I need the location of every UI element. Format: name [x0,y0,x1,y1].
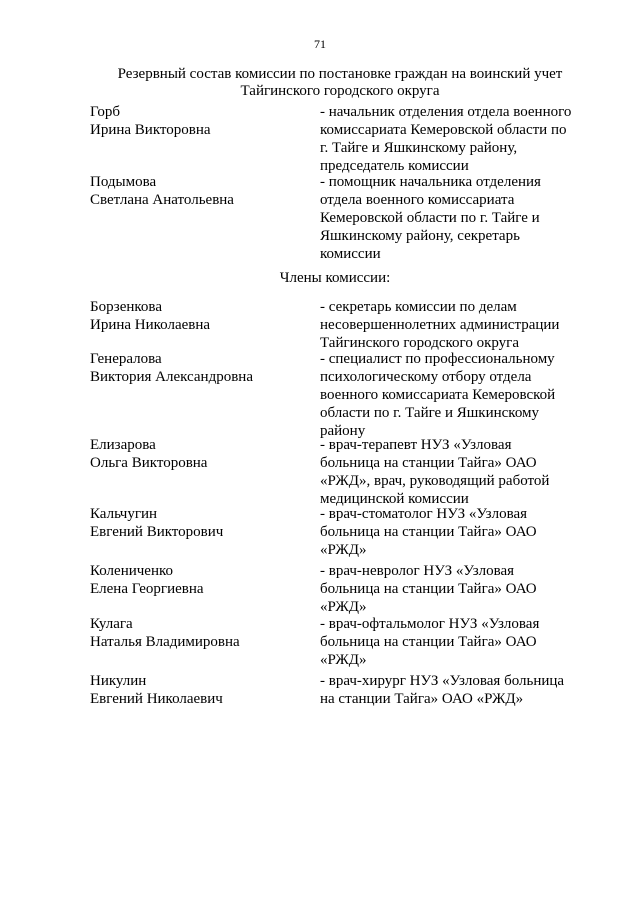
person-name [90,505,310,541]
person-surname: Борзенкова [90,299,162,315]
person-surname: Кальчугин [90,506,158,522]
role-line: отдела военного комиссариата [320,192,515,208]
person-name [90,562,310,598]
person-role [320,672,600,708]
member-entry [90,672,600,708]
person-given-name: Елена Георгиевна [90,581,204,597]
person-role [320,615,600,669]
person-role [320,350,600,440]
role-line: «РЖД», врач, руководящий работой [320,473,550,489]
person-given-name: Ольга Викторовна [90,455,208,471]
person-given-name: Ирина Викторовна [90,122,211,138]
role-line: председатель комиссии [320,158,469,174]
person-role [320,173,600,263]
person-name [90,298,310,334]
person-given-name: Евгений Викторович [90,524,224,540]
role-line: - врач-офтальмолог НУЗ «Узловая [320,616,540,632]
role-line: несовершеннолетних администрации [320,317,560,333]
person-surname: Кулага [90,616,133,632]
person-surname: Колениченко [90,563,174,579]
role-line: «РЖД» [320,542,367,558]
document-title [90,66,590,100]
role-line: - секретарь комиссии по делам [320,299,517,315]
role-line: - врач-хирург НУЗ «Узловая больница [320,673,565,689]
role-line: психологическому отбору отдела [320,369,532,385]
person-role [320,103,600,175]
role-line: - помощник начальника отделения [320,174,541,190]
person-name [90,615,310,651]
person-role [320,436,600,508]
role-line: на станции Тайга» ОАО «РЖД» [320,691,524,707]
person-role [320,562,600,616]
role-line: г. Тайге и Яшкинскому району, [320,140,518,156]
person-surname: Подымова [90,174,157,190]
role-line: - начальник отделения отдела военного [320,104,572,120]
member-entry [90,298,600,352]
person-role [320,298,600,352]
person-given-name: Наталья Владимировна [90,634,240,650]
leadership-entry [90,103,600,175]
person-given-name: Ирина Николаевна [90,317,211,333]
person-given-name: Виктория Александровна [90,369,253,385]
person-name [90,103,310,139]
title-line-2: Тайгинского городского округа [240,83,440,99]
role-line: военного комиссариата Кемеровской [320,387,556,403]
role-line: больница на станции Тайга» ОАО [320,581,537,597]
role-line: - специалист по профессиональному [320,351,555,367]
person-name [90,672,310,708]
person-role [320,505,600,559]
person-surname: Генералова [90,351,162,367]
member-entry [90,615,600,669]
role-line: комиссии [320,246,381,262]
person-name [90,173,310,209]
role-line: больница на станции Тайга» ОАО [320,524,537,540]
page-number: 71 [314,37,326,51]
role-line: - врач-невролог НУЗ «Узловая [320,563,515,579]
role-line: - врач-терапевт НУЗ «Узловая [320,437,512,453]
role-line: району [320,423,366,439]
role-line: медицинской комиссии [320,491,469,507]
person-given-name: Евгений Николаевич [90,691,223,707]
role-line: комиссариата Кемеровской области по [320,122,567,138]
member-entry [90,562,600,616]
member-entry [90,505,600,559]
member-entry [90,350,600,440]
members-heading: Члены комиссии: [279,270,391,286]
role-line: «РЖД» [320,652,367,668]
role-line: области по г. Тайге и Яшкинскому [320,405,540,421]
role-line: - врач-стоматолог НУЗ «Узловая [320,506,528,522]
leadership-entry [90,173,600,263]
role-line: Тайгинского городского округа [320,335,519,351]
role-line: Яшкинскому району, секретарь [320,228,520,244]
person-surname: Елизарова [90,437,156,453]
person-surname: Никулин [90,673,147,689]
person-given-name: Светлана Анатольевна [90,192,234,208]
person-surname: Горб [90,104,120,120]
role-line: Кемеровской области по г. Тайге и [320,210,540,226]
person-name [90,350,310,386]
person-name [90,436,310,472]
member-entry [90,436,600,508]
role-line: больница на станции Тайга» ОАО [320,455,537,471]
title-line-1: Резервный состав комиссии по постановке граждан на воинский учет [117,66,563,82]
role-line: больница на станции Тайга» ОАО [320,634,537,650]
role-line: «РЖД» [320,599,367,615]
